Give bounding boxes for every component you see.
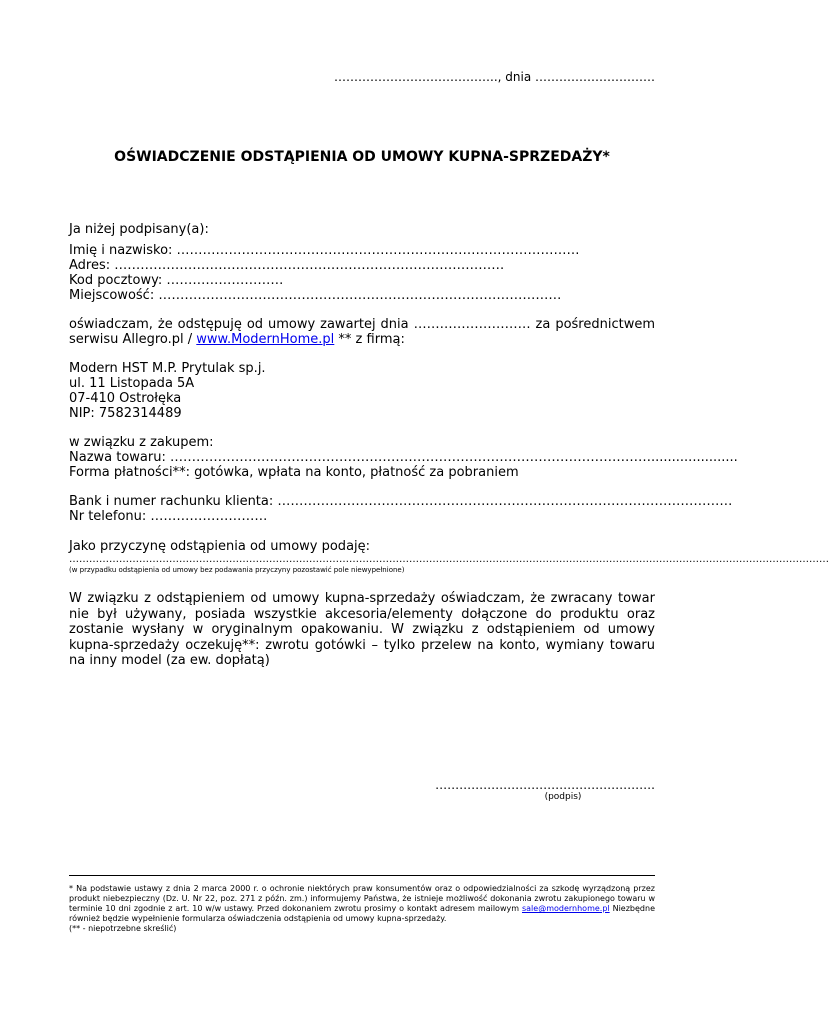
name-field[interactable]: Imię i nazwisko: ………………………………………………………………………………… bbox=[69, 243, 580, 258]
postal-code-field[interactable]: Kod pocztowy: ……………………… bbox=[69, 273, 284, 288]
signatory-intro-block bbox=[69, 222, 655, 237]
footer-legal-text-end: Niezbędne również będzie wypełnienie formularza oświadczenia odstąpienia od umowy kupna-sprzedaży. bbox=[69, 904, 655, 923]
signature-label: (podpis) bbox=[544, 792, 582, 802]
company-nip: NIP: 7582314489 bbox=[69, 406, 182, 421]
footer-strike-note: (** - niepotrzebne skreślić) bbox=[69, 924, 177, 933]
footer-divider bbox=[69, 875, 655, 876]
modernhome-link[interactable]: www.ModernHome.pl bbox=[196, 332, 335, 347]
declaration-text: oświadczam, że odstępuję od umowy zawartej dnia ……………………… za pośrednictwem serwisu Allegro.pl / bbox=[69, 317, 655, 347]
company-city: 07-410 Ostrołęka bbox=[69, 391, 182, 406]
product-name-field[interactable]: Nazwa towaru: …………………………………………………………………………………………………..................... bbox=[69, 450, 738, 465]
footer-notes bbox=[69, 884, 655, 934]
purchase-details bbox=[69, 435, 738, 480]
company-details bbox=[69, 361, 655, 421]
declaration-text-end: ** z firmą: bbox=[334, 332, 405, 347]
signatory-fields bbox=[69, 243, 655, 303]
declaration-paragraph bbox=[69, 317, 655, 347]
footer-legal-text: * Na podstawie ustawy z dnia 2 marca 2000 r. o ochronie niektórych praw konsumentów oraz o odpowiedzialności za szkodę wyrządzoną przez produkt niebezpieczny (Dz. U. Nr 22, poz. 271 z późn. zm.) informujemy Państwa, że istnieje możliwość dokonania zwrotu zakupionego towaru w terminie 10 dni zgodnie z art. 10 w/w ustawy. Przed dokonaniem zwrotu prosimy o kontakt adresem mailowym bbox=[69, 884, 655, 913]
reason-label: Jako przyczynę odstąpienia od umowy podaję: bbox=[69, 539, 371, 554]
company-name: Modern HST M.P. Prytulak sp.j. bbox=[69, 361, 266, 376]
footer-legal-note bbox=[69, 884, 655, 924]
payment-method-options[interactable]: Forma płatności**: gotówka, wpłata na konto, płatność za pobraniem bbox=[69, 465, 519, 480]
company-street: ul. 11 Listopada 5A bbox=[69, 376, 195, 391]
client-details bbox=[69, 494, 733, 524]
purchase-intro: w związku z zakupem: bbox=[69, 435, 214, 450]
reason-block bbox=[69, 539, 829, 575]
city-field[interactable]: Miejscowość: ………………………………………………………………………………… bbox=[69, 288, 562, 303]
statement-paragraph: W związku z odstąpieniem od umowy kupna-sprzedaży oświadczam, że zwracany towar nie był używany, posiada wszystkie akcesoria/elementy dołączone do produktu oraz zostanie wysłany w oryginalnym opakowaniu. W związku z odstąpieniem od umowy kupna-sprzedaży oczekuję**: zwrotu gotówki – tylko przelew na konto, wymiany towaru na inny model (za ew. dopłatą) bbox=[69, 591, 655, 668]
reason-field[interactable]: ………………………………………………………………………………………………………………………………………………………………………………………………………… bbox=[69, 554, 829, 565]
reason-note: (w przypadku odstąpienia od umowy bez podawania przyczyny pozostawić pole niewypełnione) bbox=[69, 566, 405, 574]
bank-account-field[interactable]: Bank i numer rachunku klienta: …………………………………………………………………………………………… bbox=[69, 494, 733, 509]
sale-email-link[interactable]: sale@modernhome.pl bbox=[521, 904, 610, 913]
signature-field[interactable]: ………………………………………………. bbox=[435, 778, 655, 792]
phone-field[interactable]: Nr telefonu: ……………………… bbox=[69, 509, 268, 524]
place-date-line[interactable]: ………………………………….., dnia ………………………… bbox=[334, 70, 655, 84]
document-title: OŚWIADCZENIE ODSTĄPIENIA OD UMOWY KUPNA-SPRZEDAŻY* bbox=[114, 149, 610, 165]
address-field[interactable]: Adres: ……………………………………………………………………………… bbox=[69, 258, 505, 273]
signatory-intro: Ja niżej podpisany(a): bbox=[69, 222, 209, 237]
